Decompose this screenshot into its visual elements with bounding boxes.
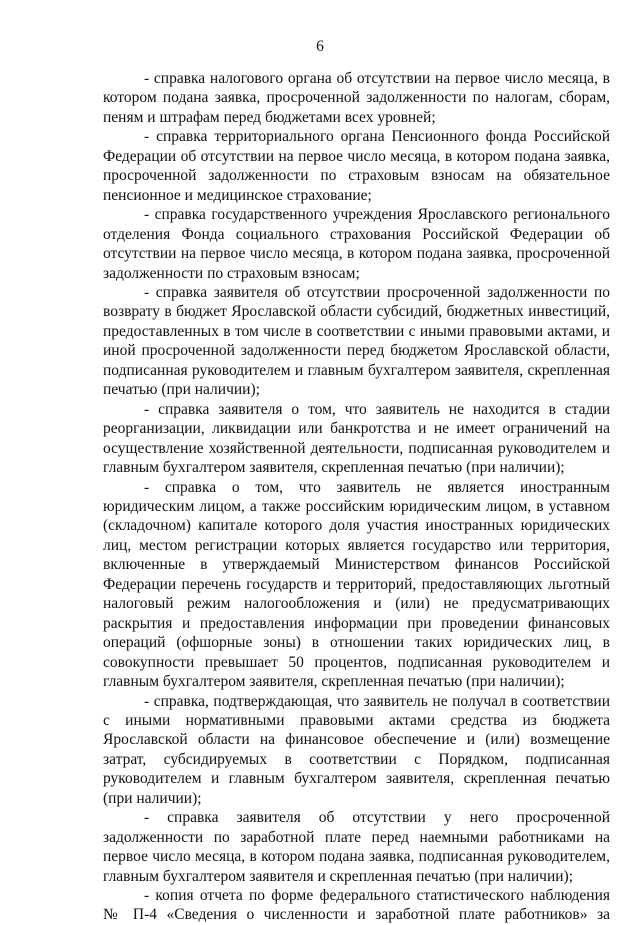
paragraph-salary-debt-certificate: - справка заявителя об отсутствии у него просроченной задолженности по заработной плате перед наемными работниками на первое число месяца, в котором подана заявка, подписанная руководителем, главным бухгалтером заявителя и скрепленная печатью (при наличии); — [103, 809, 610, 885]
document-body — [103, 69, 610, 925]
paragraph-statistical-report-copy: - копия отчета по форме федерального статистического наблюдения № П-4 «Сведения о численности и заработной плате работников» за — [103, 887, 610, 924]
page-number: 6 — [316, 38, 324, 55]
paragraph-social-insurance-certificate: - справка государственного учреждения Ярославского регионального отделения Фонда социального страхования Российской Федерации об отсутствии на первое число месяца, в котором подана заявка, просроченной задолженности по страховым взносам; — [103, 206, 610, 282]
paragraph-reorganization-certificate: - справка заявителя о том, что заявитель не находится в стадии реорганизации, ликвидации или банкротства и не имеет ограничений на осуществление хозяйственной деятельности, подписанная руководителем и главным бухгалтером заявителя, скрепленная печатью (при наличии); — [103, 400, 610, 477]
paragraph-foreign-entity-certificate: - справка о том, что заявитель не является иностранным юридическим лицом, а также российским юридическим лицом, в уставном (складочном) капитале которого доля участия иностранных юридических лиц, местом регистрации которых является государство или территория, включенные в утверждаемый Министерством финансов Российской Федерации перечень государств и территорий, предоставляющих льготный налоговый режим налогообложения и (или) не предусматривающих раскрытия и предоставления информации при проведении финансовых операций (офшорные зоны) в отношении таких юридических лиц, в совокупности превышает 50 процентов, подписанная руководителем и главным бухгалтером заявителя, скрепленная печатью (при наличии); — [103, 478, 610, 691]
paragraph-budget-debt-certificate: - справка заявителя об отсутствии просроченной задолженности по возврату в бюджет Ярославской области субсидий, бюджетных инвестиций, предоставленных в том числе в соответствии с иными правовыми актами, и иной просроченной задолженности перед бюджетом Ярославской области, подписанная руководителем и главным бухгалтером заявителя, скрепленная печатью (при наличии); — [103, 283, 610, 399]
paragraph-tax-certificate: - справка налогового органа об отсутствии на первое число месяца, в котором подана заявка, просроченной задолженности по налогам, сборам, пеням и штрафам перед бюджетами всех уровней; — [103, 70, 610, 126]
paragraph-pension-fund-certificate: - справка территориального органа Пенсионного фонда Российской Федерации об отсутствии на первое число месяца, в котором подана заявка, просроченной задолженности по страховым взносам на обязательное пенсионное и медицинское страхование; — [103, 128, 610, 204]
paragraph-no-other-funds-certificate: - справка, подтверждающая, что заявитель не получал в соответствии с иными нормативными правовыми актами средства из бюджета Ярославской области на финансовое обеспечение и (или) возмещение затрат, субсидируемых в соответствии с Порядком, подписанная руководителем и главным бухгалтером заявителя, скрепленная печатью (при наличии); — [103, 692, 610, 807]
